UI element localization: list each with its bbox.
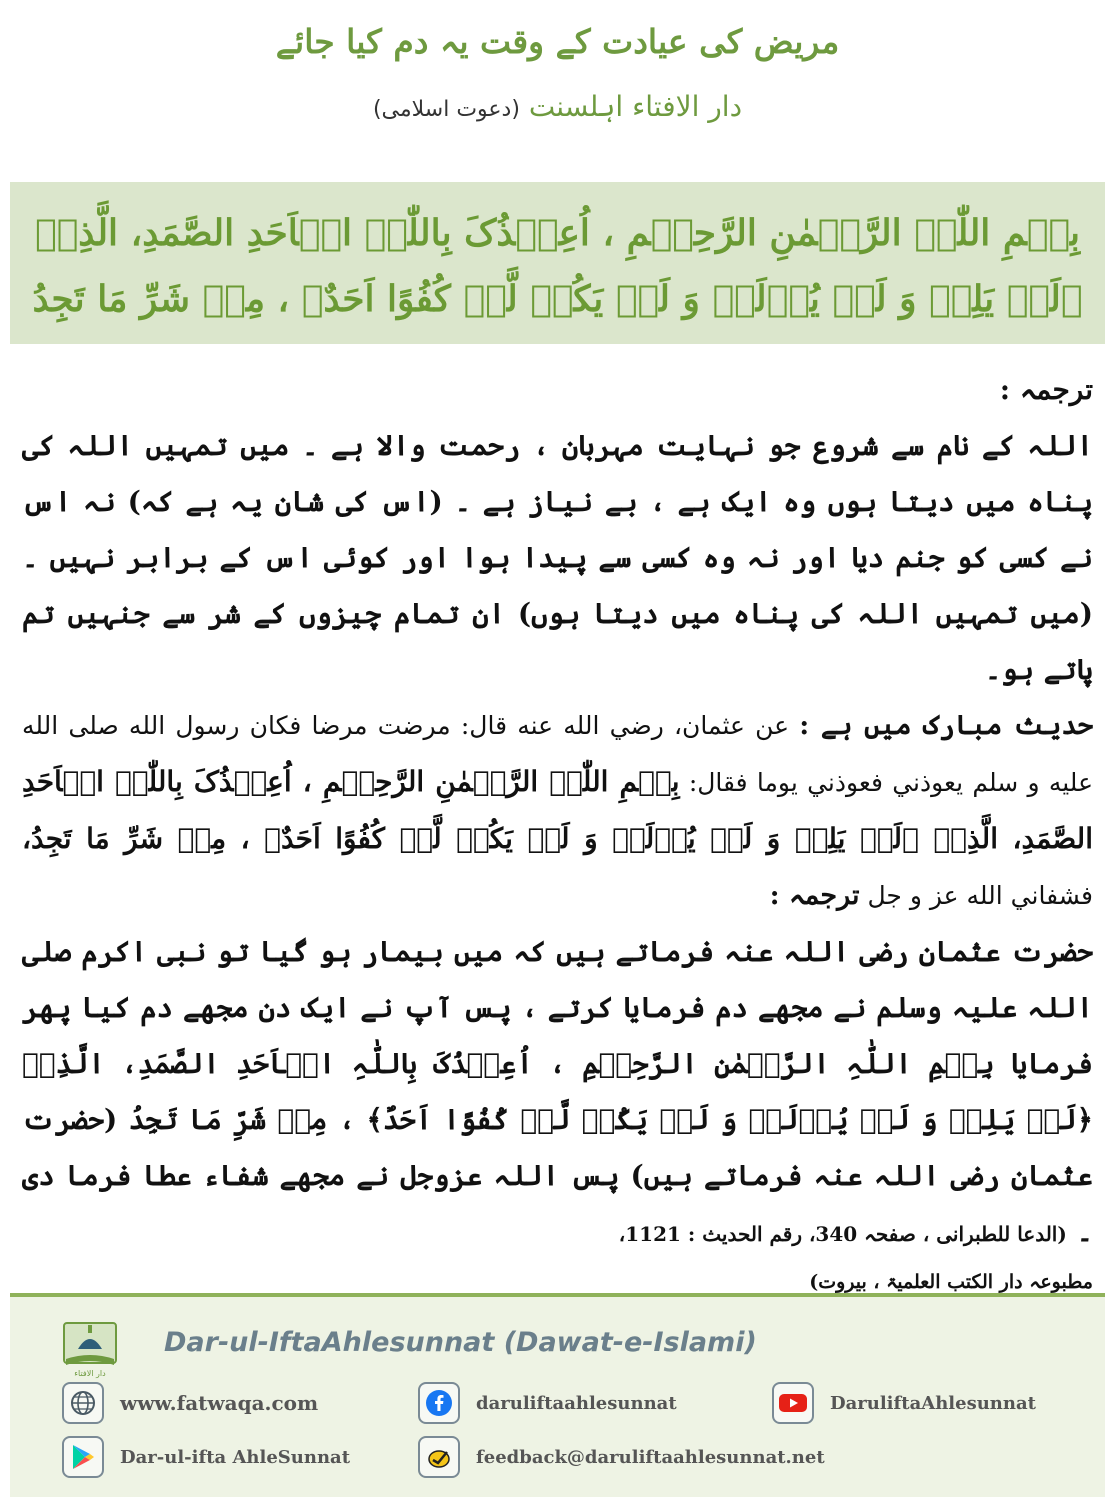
feedback-icon — [418, 1436, 460, 1478]
youtube-text: DaruliftaAhlesunnat — [830, 1392, 1036, 1414]
hadith-tarjuma-label: ترجمہ : — [769, 880, 860, 911]
globe-icon — [62, 1382, 104, 1424]
translation-part-2: (حضرت عثمان رضی اللہ عنہ فرماتے ہیں) پس اللہ عزوجل نے مجھے شفاء عطا فرما دی ۔ — [22, 1103, 1093, 1248]
hadith-paragraph — [22, 698, 1093, 924]
page-header — [0, 0, 1115, 172]
dua-text: بِسۡمِ اللّٰہِ الرَّحۡمٰنِ الرَّحِیۡمِ ، اُعِیۡذُکَ بِاللّٰہِ الۡاَحَدِ الصَّمَدِ، الَّذِیۡ ﴿لَمۡ یَلِدۡ وَ لَمۡ یُوۡلَدۡ وَ لَمۡ یَکُنۡ لَّہٗ کُفُوًا اَحَدٌ﴾ ، مِنۡ شَرِّ مَا تَجِدُ — [32, 212, 1083, 320]
footer-brand: Dar-ul-IftaAhlesunnat (Dawat-e-Islami) — [164, 1327, 757, 1358]
facebook-link[interactable] — [418, 1382, 677, 1424]
facebook-text: daruliftaahlesunnat — [476, 1392, 677, 1414]
youtube-link[interactable] — [772, 1382, 1036, 1424]
playstore-text: Dar-ul-ifta AhleSunnat — [120, 1446, 351, 1468]
feedback-text: feedback@daruliftaahlesunnat.net — [476, 1446, 825, 1468]
page-subtitle — [0, 90, 1115, 123]
publisher: مطبوعہ دار الکتب العلمیۃ ، بیروت) — [809, 1271, 1093, 1293]
playstore-link[interactable] — [62, 1436, 350, 1478]
translation-dua: بِسۡمِ اللّٰہِ الرَّحۡمٰنِ الرَّحِیۡمِ ، اُعِیۡذُکَ بِاللّٰہِ الۡاَحَدِ الصَّمَدِ، الَّذِیۡ ﴿لَمۡ یَلِدۡ وَ لَمۡ یُوۡلَدۡ وَ لَمۡ یَکُنۡ لَّہٗ کُفُوًا اَحَدٌ﴾ ، مِنۡ شَرِّ مَا تَجِدُ — [22, 1047, 1094, 1136]
hadith-lead: حدیث مبارک میں ہے : — [799, 710, 1094, 741]
translation-paragraph — [22, 924, 1093, 1262]
subtitle-paren: (دعوت اسلامی) — [372, 97, 520, 122]
hadith-dua: بِسۡمِ اللّٰہِ الرَّحۡمٰنِ الرَّحِیۡمِ ، اُعِیۡذُکَ بِاللّٰہِ الۡاَحَدِ الصَّمَدِ، الَّذِیۡ ﴿لَمۡ یَلِدۡ وَ لَمۡ یُوۡلَدۡ وَ لَمۡ یَکُنۡ لَّہٗ کُفُوًا اَحَدٌ﴾ ، مِنۡ شَرِّ مَا تَجِدُ، — [22, 765, 1093, 855]
feedback-link[interactable] — [418, 1436, 825, 1478]
hadith-end: فشفاني الله عز و جل — [867, 881, 1093, 910]
book-dome-logo — [58, 1315, 122, 1379]
youtube-icon — [772, 1382, 814, 1424]
reference: (الدعا للطبرانی ، صفحہ 340، رقم الحدیث : 1121، — [618, 1222, 1067, 1246]
article-body — [22, 362, 1093, 1302]
website-link[interactable] — [62, 1382, 318, 1424]
hadith-arabic-text: عن عثمان، رضي الله عنه قال: مرضت مرضا فكان رسول الله صلى الله عليه و سلم يعوذني فعوذني يوما فقال: — [22, 711, 1094, 797]
dua-box — [10, 182, 1105, 344]
svg-text:دار الافتاء: دار الافتاء — [74, 1369, 106, 1378]
facebook-icon — [418, 1382, 460, 1424]
tarjuma-label: ترجمہ : — [999, 373, 1093, 406]
footer — [10, 1293, 1105, 1497]
website-text: www.fatwaqa.com — [120, 1391, 319, 1415]
translation-part-1: حضرت عثمان رضی اللہ عنہ فرماتے ہیں کہ میں بیمار ہو گیا تو نبی اکرم صلی اللہ علیہ وسلم نے مجھے دم فرمایا کرتے ، پس آپ نے ایک دن مجھے دم کیا پھر فرمایا — [22, 935, 1093, 1080]
page-title: مریض کی عیادت کے وقت یہ دم کیا جائے — [275, 22, 840, 61]
subtitle-org: دار الافتاء اہلسنت — [528, 90, 743, 123]
play-store-icon — [62, 1436, 104, 1478]
tarjuma-text: اللہ کے نام سے شروع جو نہایت مہربان ، رحمت والا ہے ۔ میں تمہیں اللہ کی پناہ میں دیتا ہوں وہ ایک ہے ، بے نیاز ہے ۔ (اس کی شان یہ ہے کہ) نہ اس نے کسی کو جنم دیا اور نہ وہ کسی سے پیدا ہوا اور کوئی اس کے برابر نہیں ۔ (میں تمہیں اللہ کی پناہ میں دیتا ہوں) ان تمام چیزوں کے شر سے جنہیں تم پاتے ہو۔ — [22, 429, 1093, 686]
